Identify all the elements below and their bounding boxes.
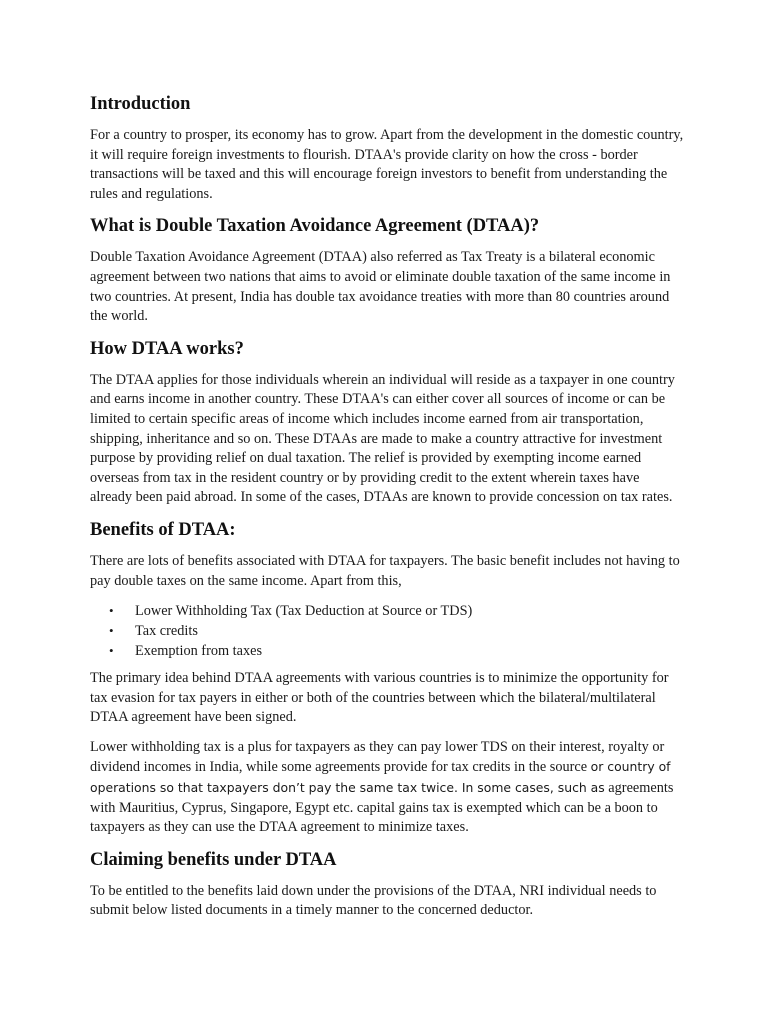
withholding-text-part-3: agreements with Mauritius, Cyprus, Singapore, Egypt etc. capital gains tax is exempted which can be a boon to taxpayers as they can use the DTAA agreement to minimize taxes.: [90, 780, 674, 836]
benefits-primary-idea-paragraph: The primary idea behind DTAA agreements with various countries is to minimize the opportunity for tax evasion for tax payers in either or both of the countries between which the bilateral/multilateral DTAA agreement have been signed.: [90, 670, 669, 726]
list-item: [109, 621, 684, 641]
heading-benefits-of-dtaa: Benefits of DTAA:: [90, 519, 236, 540]
withholding-text-part-2: or country of operations so that taxpayers don’t pay the same tax twice. In some cases, such as: [90, 759, 671, 796]
intro-paragraph: For a country to prosper, its economy has to grow. Apart from the development in the domestic country, it will require foreign investments to flourish. DTAA's provide clarity on how the cross - border transactions will be taxed and this will encourage foreign investors to benefit from understanding the rules and regulations.: [90, 127, 684, 202]
withholding-text-part-1: Lower withholding tax is a plus for taxpayers as they can pay lower TDS on their interest, royalty or dividend incomes in India, while some agreements provide for tax credits in the source: [90, 738, 665, 776]
list-item: [109, 641, 684, 661]
list-item-text: Tax credits: [135, 623, 198, 640]
benefits-withholding-paragraph: [90, 738, 684, 838]
heading-how-dtaa-works: How DTAA works?: [90, 338, 244, 359]
how-dtaa-works-paragraph: The DTAA applies for those individuals wherein an individual will reside as a taxpayer in one country and earns income in another country. These DTAA's can either cover all sources of income or can be limited to certain specific areas of income which includes income earned from air transportation, shipping, inheritance and so on. These DTAAs are made to make a country attractive for investment purpose by providing relief on dual taxation. The relief is provided by exempting income earned overseas from tax in the resident country or by providing credit to the extent wherein taxes have already been paid abroad. In some of the cases, DTAAs are known to provide concession on tax rates.: [90, 371, 675, 506]
heading-what-is-dtaa: What is Double Taxation Avoidance Agreement (DTAA)?: [90, 216, 540, 237]
bullet-icon: •: [109, 643, 114, 659]
bullet-icon: •: [109, 623, 114, 639]
bullet-icon: •: [109, 603, 114, 619]
benefits-intro-paragraph: There are lots of benefits associated with DTAA for taxpayers. The basic benefit includes not having to pay double taxes on the same income. Apart from this,: [90, 552, 680, 589]
what-is-dtaa-paragraph: Double Taxation Avoidance Agreement (DTAA) also referred as Tax Treaty is a bilateral economic agreement between two nations that aims to avoid or eliminate double taxation of the same income in two countries. At present, India has double tax avoidance treaties with more than 80 countries around the world.: [90, 249, 671, 325]
claiming-benefits-paragraph: To be entitled to the benefits laid down under the provisions of the DTAA, NRI individual needs to submit below listed documents in a timely manner to the concerned deductor.: [90, 882, 657, 919]
heading-claiming-benefits: Claiming benefits under DTAA: [90, 849, 337, 870]
heading-introduction: Introduction: [90, 94, 191, 114]
list-item-text: Lower Withholding Tax (Tax Deduction at Source or TDS): [135, 603, 473, 620]
list-item-text: Exemption from taxes: [135, 643, 263, 660]
benefits-list: [90, 601, 684, 661]
list-item: [109, 601, 684, 621]
